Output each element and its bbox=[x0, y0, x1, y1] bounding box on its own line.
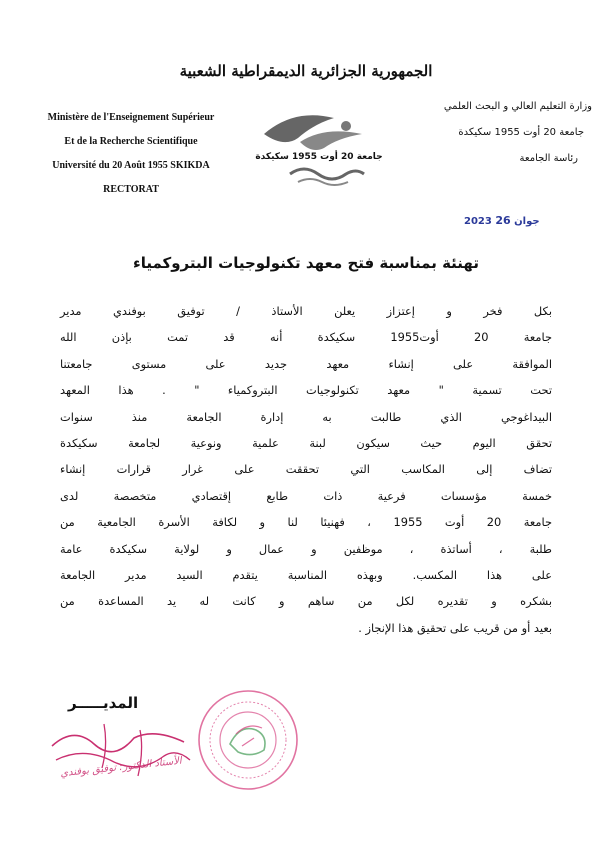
body-line: بعيد أو من قريب على تحقيق هذا الإنجاز . bbox=[358, 620, 552, 635]
body-line: جامعة 20 أوت1955 سكيكدة أنه قد تمت بإذن الله bbox=[60, 330, 552, 345]
ar-ministry: وزارة التعليم العالي و البحث العلمي bbox=[443, 101, 592, 112]
body-line: جامعة 20 أوت 1955 ، فهنيئا لنا و لكافة الأسرة الجامعية من bbox=[60, 515, 552, 530]
fr-ministry-line-2: Et de la Recherche Scientifique bbox=[64, 136, 198, 147]
body-line: خمسة مؤسسات فرعية ذات طابع إقتصادي متخصصة لدى bbox=[60, 488, 552, 503]
body-line: بشكره و تقديره لكل من ساهم و كانت له يد المساعدة من bbox=[60, 594, 552, 609]
body-line: البيداغوجي الذي طالبت به إدارة الجامعة منذ سنوات bbox=[60, 409, 552, 424]
fr-rectorat: RECTORAT bbox=[103, 184, 159, 195]
director-title: المديـــــر bbox=[68, 694, 139, 712]
document-title: تهنئة بمناسبة فتح معهد تكنولوجيات البتروكمياء bbox=[133, 254, 479, 272]
republic-heading: الجمهورية الجزائرية الديمقراطية الشعبية bbox=[179, 62, 433, 80]
body-line: طلبة ، أساتذة ، موظفين و عمال و لولاية سكيكدة عامة bbox=[60, 541, 552, 556]
university-seal-icon bbox=[196, 688, 300, 792]
body-line: تضاف إلى المكاسب التي تحققت على غرار قرارات إنشاء bbox=[60, 462, 552, 477]
ar-university-name: جامعة 20 أوت 1955 سكيكدة bbox=[458, 127, 584, 138]
date-day: 26 bbox=[495, 214, 511, 227]
body-line: على هذا المكسب. وبهذه المناسبة يتقدم السيد مدير الجامعة bbox=[60, 568, 552, 583]
body-line: الموافقة على إنشاء معهد جديد على مستوى جامعتنا bbox=[60, 356, 552, 371]
body-paragraph bbox=[60, 298, 552, 641]
date-stamp bbox=[464, 214, 540, 227]
handwritten-signature-icon bbox=[44, 716, 194, 792]
arabic-header bbox=[422, 94, 592, 172]
body-line: تحت تسمية " معهد تكنولوجيات البتروكمياء " . هذا المعهد bbox=[60, 383, 552, 398]
fr-ministry-line-1: Ministère de l'Enseignement Supérieur bbox=[47, 112, 215, 123]
ar-rectorat: رئاسة الجامعة bbox=[519, 153, 578, 164]
logo-caption: جامعة 20 أوت 1955 سكيكدة bbox=[255, 152, 383, 162]
signature-handwriting: الأستاذ الدكتور: توفيق بوفندي bbox=[59, 755, 183, 780]
date-year: 2023 bbox=[464, 216, 492, 227]
body-line: تحقق اليوم حيث سيكون لبنة علمية ونوعية لجامعة سكيكدة bbox=[60, 436, 552, 451]
date-month: جوان bbox=[514, 216, 540, 227]
french-header bbox=[20, 106, 242, 202]
university-logo-icon bbox=[254, 104, 384, 190]
body-line: بكل فخر و إعتزاز يعلن الأستاذ / توفيق بوفندي مدير bbox=[60, 304, 552, 318]
fr-university-name: Université du 20 Août 1955 SKIKDA bbox=[52, 160, 210, 171]
